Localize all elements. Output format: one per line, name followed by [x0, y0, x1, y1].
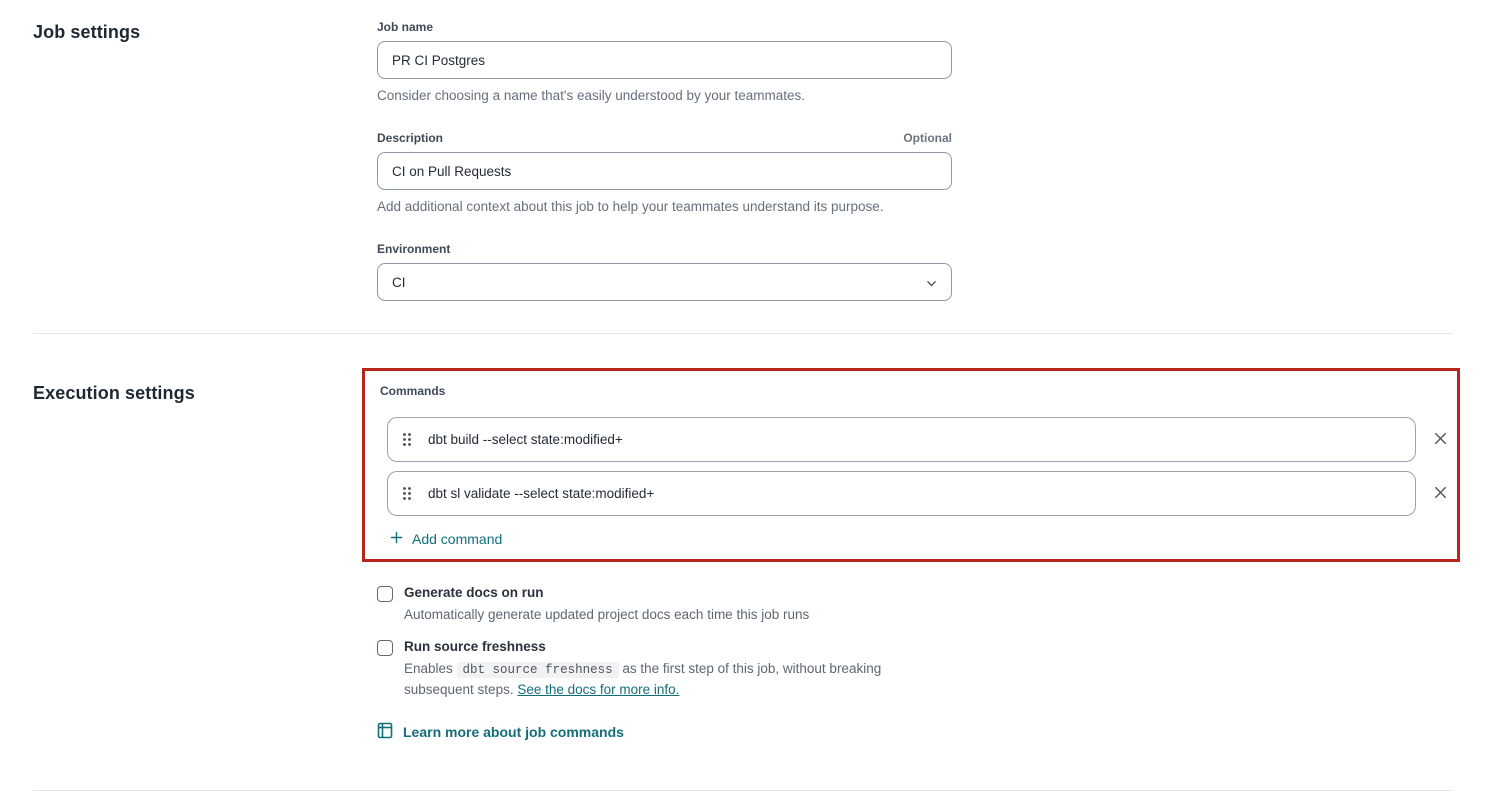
environment-select[interactable] [377, 263, 952, 301]
environment-label: Environment [377, 242, 451, 256]
description-text: Enables [404, 661, 457, 676]
command-row [387, 417, 1450, 462]
inline-code: dbt source freshness [457, 662, 619, 678]
section-divider-bottom [33, 790, 1453, 791]
plus-icon [390, 531, 403, 547]
remove-command-button[interactable] [1430, 484, 1450, 504]
command-text: dbt sl validate --select state:modified+ [428, 486, 655, 501]
add-command-button[interactable] [390, 531, 502, 547]
run-source-freshness-label: Run source freshness [404, 639, 546, 654]
command-input[interactable] [387, 417, 1416, 462]
remove-command-button[interactable] [1430, 430, 1450, 450]
execution-settings-heading: Execution settings [33, 383, 195, 403]
book-icon [377, 722, 393, 742]
generate-docs-label: Generate docs on run [404, 585, 544, 600]
close-icon [1433, 485, 1448, 503]
drag-handle-icon[interactable] [402, 486, 412, 501]
close-icon [1433, 431, 1448, 449]
run-source-freshness-description [404, 659, 942, 700]
job-settings-form [377, 20, 952, 301]
description-help: Add additional context about this job to help your teammates understand its purpose. [377, 199, 884, 214]
command-input[interactable] [387, 471, 1416, 516]
job-name-help: Consider choosing a name that's easily understood by your teammates. [377, 88, 806, 103]
run-source-freshness-group [377, 639, 942, 700]
drag-handle-icon[interactable] [402, 432, 412, 447]
commands-highlight-box [362, 368, 1460, 562]
description-text: as the first step of this job, without breaking subsequent steps. [404, 661, 882, 697]
chevron-down-icon [926, 277, 937, 292]
job-name-input[interactable] [377, 41, 952, 79]
job-settings-heading: Job settings [33, 22, 141, 42]
generate-docs-description: Automatically generate updated project docs each time this job runs [404, 607, 810, 622]
run-source-freshness-checkbox[interactable] [377, 640, 393, 656]
learn-more-label: Learn more about job commands [403, 724, 624, 740]
generate-docs-checkbox[interactable] [377, 586, 393, 602]
commands-label: Commands [380, 384, 446, 398]
learn-more-link[interactable] [377, 722, 624, 742]
environment-selected-value: CI [392, 274, 406, 290]
command-text: dbt build --select state:modified+ [428, 432, 623, 447]
description-label: Description [377, 131, 444, 145]
job-name-label: Job name [377, 20, 434, 34]
command-row [387, 471, 1450, 516]
description-optional-badge: Optional [903, 131, 952, 145]
add-command-label: Add command [412, 531, 503, 547]
section-divider-top [33, 333, 1453, 334]
see-docs-link[interactable]: See the docs for more info. [517, 682, 680, 697]
description-input[interactable] [377, 152, 952, 190]
generate-docs-group [377, 585, 809, 625]
